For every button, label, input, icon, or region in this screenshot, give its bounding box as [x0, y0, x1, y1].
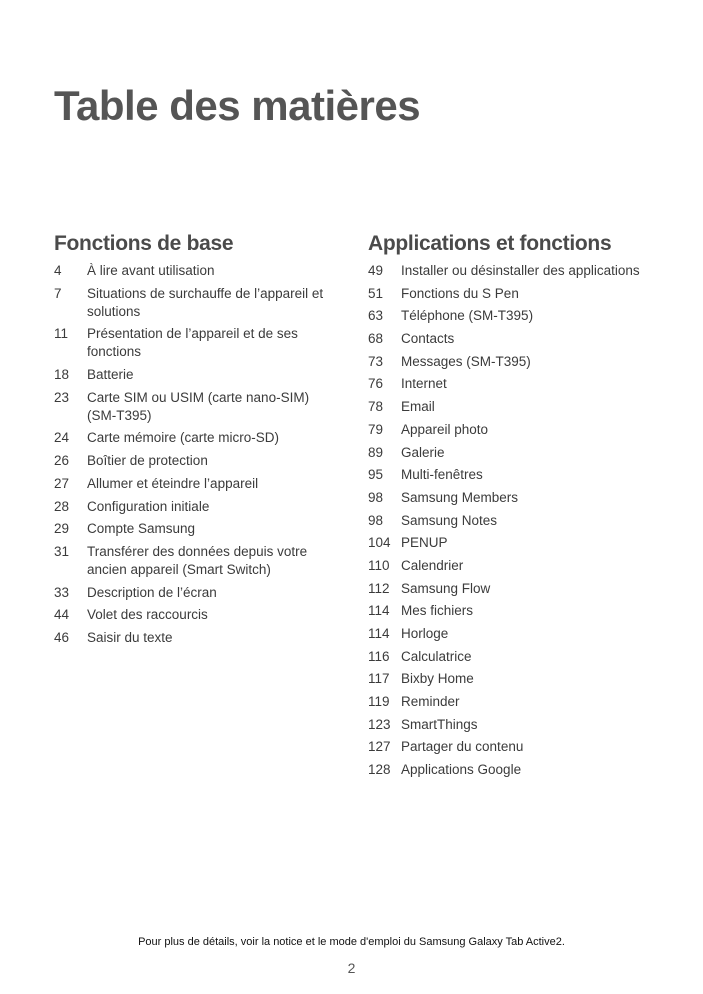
toc-entry-label: Calculatrice [401, 648, 472, 664]
toc-entry-label: Téléphone (SM-T395) [401, 308, 534, 324]
toc-entry[interactable] [54, 285, 339, 321]
toc-entry[interactable] [368, 602, 658, 620]
toc-entry-label: Batterie [87, 367, 134, 383]
toc-entry-label: À lire avant utilisation [87, 263, 215, 278]
toc-entry[interactable] [54, 475, 339, 493]
toc-entry-label: Contacts [401, 331, 455, 347]
toc-page-number: 7 [54, 285, 62, 301]
toc-page-number: 79 [368, 421, 384, 437]
toc-entry[interactable] [368, 375, 658, 393]
toc-entry-label: Fonctions du S Pen [401, 285, 519, 301]
toc-entry[interactable] [368, 330, 658, 348]
toc-page-number: 24 [54, 430, 70, 446]
toc-entry-label: Reminder [401, 694, 460, 710]
toc-page-number: 128 [368, 762, 391, 778]
toc-entry[interactable] [54, 498, 339, 516]
toc-page-number: 112 [368, 580, 390, 596]
toc-page-number: 123 [368, 716, 391, 732]
toc-entry-label: Boîtier de protection [87, 453, 208, 469]
toc-page-number: 95 [368, 467, 384, 483]
toc-entry[interactable] [54, 389, 339, 425]
toc-entry[interactable] [54, 520, 339, 538]
toc-page-number: 78 [368, 399, 384, 415]
toc-entry-label: Samsung Members [401, 489, 519, 505]
toc-entry-label: Internet [401, 376, 447, 392]
toc-entry-label: Présentation de l’appareil et de ses fonctions [87, 326, 298, 360]
toc-entry[interactable] [368, 693, 658, 711]
toc-page-number: 27 [54, 475, 70, 491]
footer-note: Pour plus de détails, voir la notice et le mode d'emploi du Samsung Galaxy Tab Active2. [138, 936, 565, 948]
toc-page-number: 119 [368, 694, 390, 710]
toc-page-number: 18 [54, 367, 70, 383]
toc-page-number: 116 [368, 648, 390, 664]
toc-list [368, 262, 658, 779]
toc-page-number: 46 [54, 629, 70, 645]
toc-entry[interactable] [368, 307, 658, 325]
toc-page-number: 11 [54, 326, 69, 342]
toc-page-number: 49 [368, 263, 384, 278]
toc-page-number: 127 [368, 739, 391, 755]
toc-page-number: 98 [368, 489, 384, 505]
toc-page-number: 31 [54, 543, 70, 559]
page-number: 2 [347, 960, 356, 976]
section-heading: Fonctions de base [54, 232, 234, 255]
toc-entry-label: Configuration initiale [87, 498, 210, 514]
toc-entry[interactable] [54, 325, 339, 361]
toc-page-number: 98 [368, 512, 384, 528]
page-title: Table des matières [54, 82, 421, 129]
toc-entry[interactable] [368, 534, 658, 552]
toc-page-number: 44 [54, 607, 70, 623]
toc-page-number: 26 [54, 453, 70, 469]
toc-entry-label: Samsung Notes [401, 512, 498, 528]
toc-page-number: 117 [368, 671, 390, 687]
section-heading: Applications et fonctions [368, 232, 612, 255]
toc-entry[interactable] [54, 584, 339, 602]
toc-entry[interactable] [368, 489, 658, 507]
toc-entry[interactable] [368, 580, 658, 598]
toc-entry[interactable] [368, 353, 658, 371]
toc-entry[interactable] [368, 625, 658, 643]
toc-entry-label: Horloge [401, 626, 449, 641]
toc-page-number: 114 [368, 626, 390, 641]
toc-page-number: 29 [54, 521, 70, 537]
toc-entry-label: Saisir du texte [87, 629, 173, 645]
toc-page-number: 68 [368, 331, 384, 347]
toc-entry-label: Mes fichiers [401, 603, 474, 619]
toc-entry[interactable] [368, 648, 658, 666]
toc-entry[interactable] [54, 452, 339, 470]
toc-entry[interactable] [368, 716, 658, 734]
toc-page-number: 33 [54, 584, 70, 600]
toc-entry[interactable] [54, 629, 339, 647]
toc-entry-label: Applications Google [401, 762, 522, 778]
toc-entry[interactable] [368, 262, 658, 280]
toc-column-basic-functions [54, 232, 339, 652]
toc-entry[interactable] [368, 421, 658, 439]
toc-entry-label: Carte mémoire (carte micro-SD) [87, 430, 280, 446]
toc-entry-label: Calendrier [401, 557, 464, 573]
toc-entry[interactable] [368, 557, 658, 575]
toc-entry-label: Partager du contenu [401, 739, 524, 755]
toc-entry[interactable] [54, 262, 339, 280]
toc-page-number: 23 [54, 389, 70, 405]
toc-entry-label: Transférer des données depuis votre ancien appareil (Smart Switch) [87, 543, 308, 577]
toc-entry[interactable] [54, 606, 339, 624]
toc-page-number: 76 [368, 376, 384, 392]
toc-column-apps-functions [368, 232, 658, 784]
toc-page-number: 114 [368, 603, 390, 619]
toc-page-number: 63 [368, 308, 384, 324]
toc-list [54, 262, 339, 647]
toc-entry-label: Samsung Flow [401, 580, 491, 596]
toc-entry-label: Galerie [401, 444, 445, 460]
toc-entry-label: Compte Samsung [87, 521, 196, 537]
toc-entry[interactable] [368, 466, 658, 484]
toc-entry[interactable] [368, 285, 658, 303]
toc-entry[interactable] [368, 512, 658, 530]
toc-entry-label: Carte SIM ou USIM (carte nano-SIM) (SM-T395) [87, 389, 310, 423]
toc-entry-label: Description de l’écran [87, 584, 217, 600]
toc-entry[interactable] [368, 444, 658, 462]
toc-page-number: 104 [368, 535, 391, 551]
toc-entry[interactable] [54, 429, 339, 447]
toc-entry[interactable] [54, 366, 339, 384]
toc-entry-label: Email [401, 399, 435, 415]
toc-entry-label: PENUP [401, 535, 448, 551]
toc-entry-label: Multi-fenêtres [401, 467, 483, 483]
toc-entry-label: Bixby Home [401, 671, 474, 687]
toc-entry-label: Appareil photo [401, 421, 489, 437]
toc-entry-label: Situations de surchauffe de l’appareil et solutions [87, 285, 324, 319]
toc-entry-label: Allumer et éteindre l’appareil [87, 475, 259, 491]
toc-page-number: 110 [368, 557, 390, 573]
toc-page-number: 51 [368, 285, 384, 301]
toc-page-number: 4 [54, 263, 62, 278]
toc-entry[interactable] [368, 398, 658, 416]
toc-page-number: 28 [54, 498, 70, 514]
toc-page-number: 89 [368, 444, 384, 460]
toc-entry-label: SmartThings [401, 716, 478, 732]
toc-entry[interactable] [368, 738, 658, 756]
toc-page-number: 73 [368, 353, 384, 369]
toc-entry[interactable] [54, 543, 339, 579]
toc-entry[interactable] [368, 670, 658, 688]
toc-entry[interactable] [368, 761, 658, 779]
toc-entry-label: Messages (SM-T395) [401, 353, 531, 369]
toc-entry-label: Volet des raccourcis [87, 607, 208, 623]
toc-entry-label: Installer ou désinstaller des applications [401, 263, 640, 278]
